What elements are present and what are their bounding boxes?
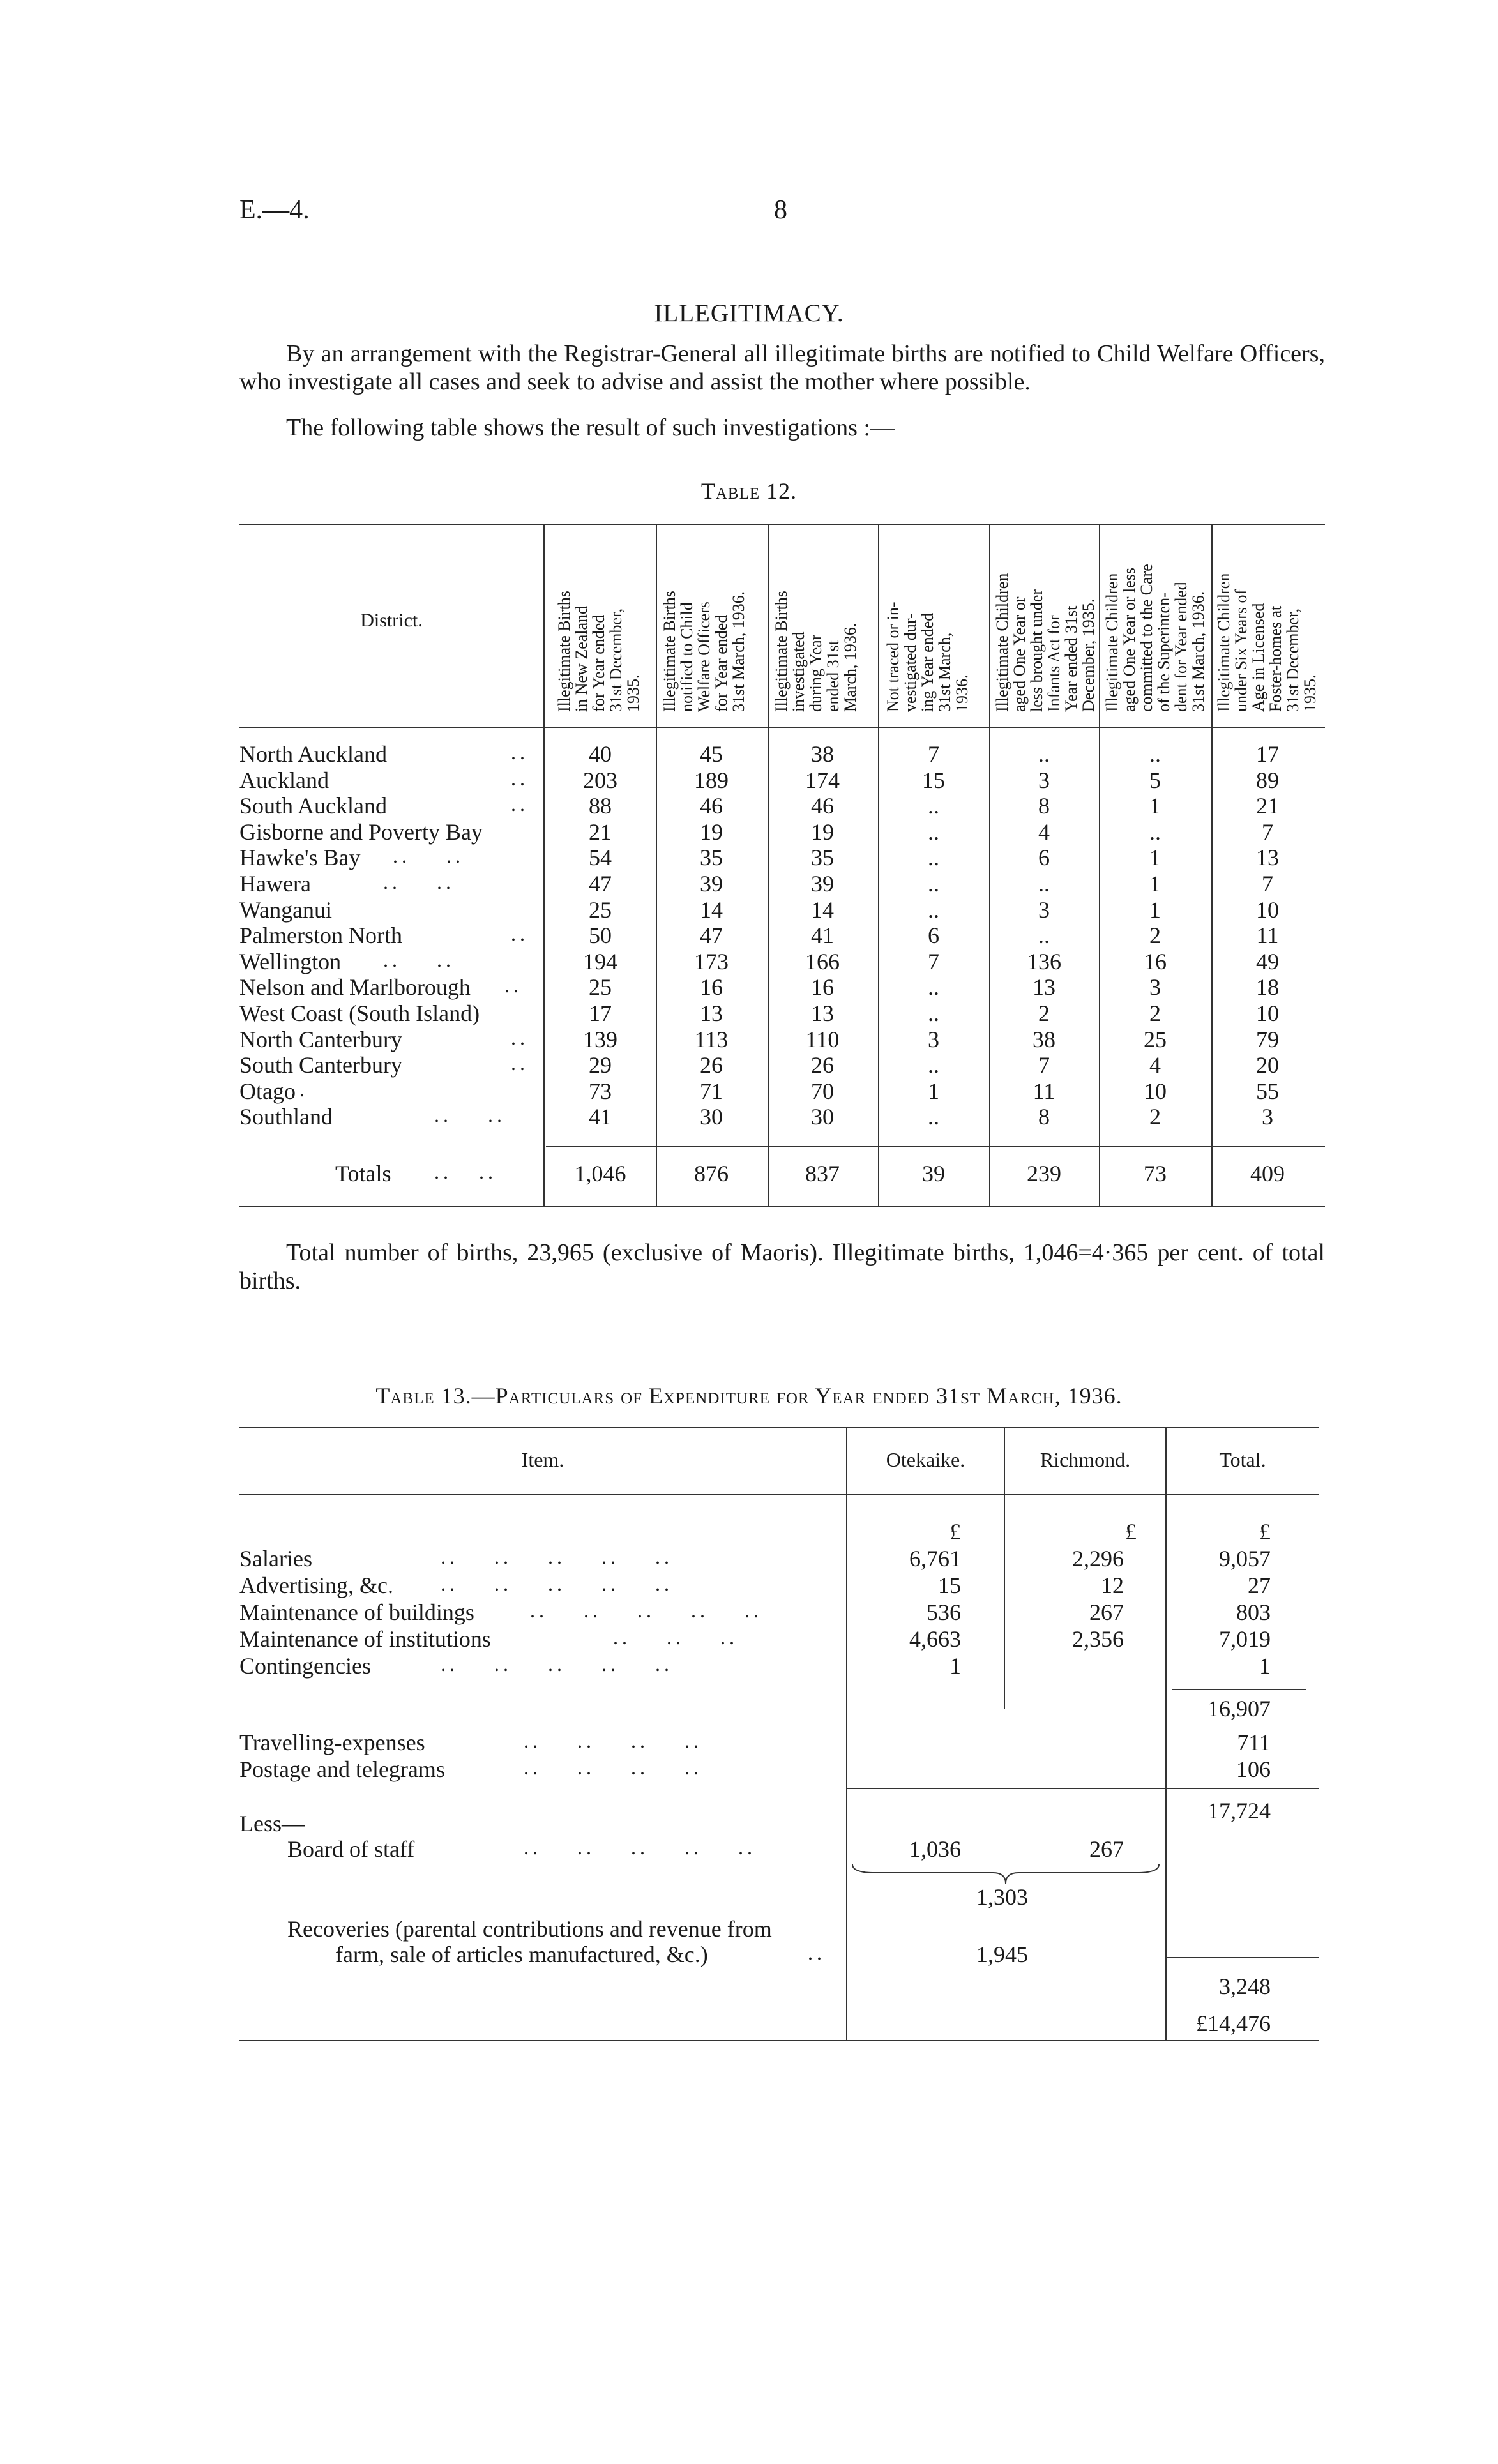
table-cell: 46 — [811, 793, 834, 819]
currency-total: £ — [1259, 1519, 1271, 1545]
district-name: South Auckland — [239, 793, 387, 819]
table-cell: 11 — [1256, 923, 1279, 949]
expense-item: Contingencies — [239, 1653, 371, 1679]
district-header: District. — [360, 610, 423, 631]
district-name: Wellington — [239, 948, 342, 974]
table-cell: 13 — [1256, 845, 1279, 871]
table-cell: 89 — [1256, 767, 1279, 793]
table-cell: 19 — [700, 819, 723, 845]
table-cell: 29 — [589, 1052, 612, 1078]
totals-cell: 409 — [1250, 1161, 1285, 1186]
expense-item: Advertising, &c. — [239, 1573, 393, 1598]
section-title: ILLEGITIMACY. — [654, 299, 844, 327]
less-label: Less— — [239, 1811, 305, 1836]
table-cell: 70 — [811, 1078, 834, 1104]
table-cell: .. — [928, 974, 939, 1001]
recoveries-line-2: farm, sale of articles manufactured, &c.) — [335, 1942, 708, 1967]
recoveries-value: 1,945 — [976, 1942, 1028, 1967]
table-cell: 7 — [928, 948, 939, 974]
totals-cell: 239 — [1027, 1161, 1061, 1186]
table-cell: 4 — [1038, 819, 1050, 845]
table-cell: .. — [1149, 819, 1161, 845]
table-cell: 20 — [1256, 1052, 1279, 1078]
total-header: Total. — [1219, 1448, 1266, 1471]
expense-item: Maintenance of institutions — [239, 1626, 491, 1652]
table-cell: 6 — [1038, 845, 1050, 871]
table-cell: .. — [928, 1052, 939, 1078]
currency-richmond: £ — [1125, 1519, 1137, 1545]
table-cell: 49 — [1256, 948, 1279, 974]
table-cell: 3 — [1038, 767, 1050, 793]
totals-label: Totals — [335, 1161, 391, 1186]
total-value: 27 — [1248, 1573, 1271, 1598]
table-cell: 1 — [1149, 845, 1161, 871]
district-name: Hawke's Bay — [239, 845, 361, 871]
table-cell: 113 — [694, 1026, 729, 1052]
table-cell: 21 — [589, 819, 612, 845]
table-intro: The following table shows the result of such investigations :— — [286, 414, 895, 441]
table-cell: 47 — [700, 923, 723, 949]
table-cell: 17 — [589, 1001, 612, 1026]
page-number: 8 — [774, 195, 787, 225]
table-cell: .. — [928, 1104, 939, 1130]
table-cell: 71 — [700, 1078, 723, 1104]
total-value: 9,057 — [1219, 1546, 1271, 1571]
table-cell: 10 — [1144, 1078, 1167, 1104]
district-name: North Auckland — [239, 741, 387, 767]
board-of-staff-label: Board of staff — [287, 1836, 415, 1862]
expense-item: Postage and telegrams — [239, 1757, 445, 1782]
district-name: North Canterbury — [239, 1026, 402, 1052]
table-cell: 18 — [1256, 974, 1279, 1001]
subtotal-1: 16,907 — [1207, 1696, 1271, 1721]
table-cell: .. — [928, 896, 939, 923]
table-cell: 40 — [589, 741, 612, 767]
table-cell: 10 — [1256, 896, 1279, 923]
district-name: Southland — [239, 1104, 333, 1130]
report-reference: E.—4. — [239, 195, 310, 225]
total-value: 711 — [1237, 1730, 1271, 1755]
table-cell: 2 — [1149, 1001, 1161, 1026]
table-cell: 203 — [583, 767, 617, 793]
table-cell: 14 — [811, 896, 834, 923]
table-cell: 73 — [589, 1078, 612, 1104]
richmond-value: 2,296 — [1072, 1546, 1124, 1571]
table-13-caption: Table 13.—Particulars of Expenditure for Year ended 31st March, 1936. — [375, 1383, 1123, 1409]
table-cell: 8 — [1038, 793, 1050, 819]
district-name: Hawera — [239, 871, 311, 896]
table-cell: 30 — [811, 1104, 834, 1130]
board-sum: 1,303 — [976, 1884, 1028, 1910]
table-cell: .. — [928, 793, 939, 819]
table-cell: 110 — [805, 1026, 840, 1052]
district-name: Auckland — [239, 767, 329, 793]
table-cell: .. — [928, 871, 939, 896]
table-cell: 2 — [1149, 923, 1161, 949]
table-cell: 1 — [1149, 896, 1161, 923]
table-cell: 7 — [1038, 1052, 1050, 1078]
table-cell: 35 — [811, 845, 834, 871]
table-cell: 26 — [811, 1052, 834, 1078]
table-cell: .. — [1038, 871, 1050, 896]
otekaike-value: 15 — [938, 1573, 961, 1598]
totals-cell: 73 — [1144, 1161, 1167, 1186]
otekaike-header: Otekaike. — [886, 1448, 965, 1471]
table-cell: 3 — [928, 1026, 939, 1052]
table-cell: .. — [928, 845, 939, 871]
district-name: West Coast (South Island) — [239, 1001, 480, 1026]
table-cell: 189 — [694, 767, 729, 793]
richmond-value: 267 — [1089, 1599, 1124, 1625]
table-cell: 2 — [1149, 1104, 1161, 1130]
table-cell: 38 — [1033, 1026, 1055, 1052]
intro-paragraph: By an arrangement with the Registrar-General all illegitimate births are notified to Child Welfare Officers, who investigate all cases and seek to advise and assist the mother where possible. — [239, 340, 1325, 395]
table-cell: 16 — [700, 974, 723, 1001]
table-cell: 26 — [700, 1052, 723, 1078]
table-cell: 7 — [1262, 819, 1273, 845]
table-12-caption: Table 12. — [700, 478, 798, 504]
totals-cell: 1,046 — [574, 1161, 626, 1186]
table-cell: 13 — [1033, 974, 1055, 1001]
table-cell: 174 — [805, 767, 840, 793]
otekaike-value: 536 — [927, 1599, 961, 1625]
expense-item: Maintenance of buildings — [239, 1599, 474, 1625]
richmond-value: 12 — [1101, 1573, 1124, 1598]
table-cell: 16 — [1144, 948, 1167, 974]
table-cell: 79 — [1256, 1026, 1279, 1052]
table-cell: 1 — [1149, 871, 1161, 896]
table-cell: 1 — [928, 1078, 939, 1104]
table-cell: 139 — [583, 1026, 617, 1052]
district-name: South Canterbury — [239, 1052, 402, 1078]
table-cell: 50 — [589, 923, 612, 949]
table-cell: 136 — [1027, 948, 1061, 974]
table-cell: 8 — [1038, 1104, 1050, 1130]
district-name: Wanganui — [239, 896, 333, 923]
table-cell: 3 — [1038, 896, 1050, 923]
table-cell: 5 — [1149, 767, 1161, 793]
richmond-header: Richmond. — [1040, 1448, 1131, 1471]
table-cell: 13 — [811, 1001, 834, 1026]
table-cell: 6 — [928, 923, 939, 949]
district-name: Gisborne and Poverty Bay — [239, 819, 483, 845]
board-otekaike: 1,036 — [909, 1836, 961, 1862]
board-richmond: 267 — [1089, 1836, 1124, 1862]
total-value: 803 — [1236, 1599, 1271, 1625]
brace-icon — [849, 1861, 1162, 1887]
table-cell: 7 — [928, 741, 939, 767]
table-cell: 21 — [1256, 793, 1279, 819]
table-cell: 1 — [1149, 793, 1161, 819]
table-cell: 17 — [1256, 741, 1279, 767]
totals-cell: 39 — [922, 1161, 945, 1186]
table-cell: 4 — [1149, 1052, 1161, 1078]
table-cell: 11 — [1033, 1078, 1055, 1104]
table-cell: 47 — [589, 871, 612, 896]
table-cell: 15 — [922, 767, 945, 793]
table-cell: 25 — [589, 896, 612, 923]
table-cell: 3 — [1262, 1104, 1273, 1130]
table-cell: 7 — [1262, 871, 1273, 896]
table-cell: 10 — [1256, 1001, 1279, 1026]
totals-cell: 837 — [805, 1161, 840, 1186]
table-cell: 41 — [589, 1104, 612, 1130]
otekaike-value: 4,663 — [909, 1626, 961, 1652]
table-cell: 39 — [811, 871, 834, 896]
table-cell: 45 — [700, 741, 723, 767]
table-cell: 55 — [1256, 1078, 1279, 1104]
less-total: 3,248 — [1219, 1974, 1271, 1999]
table-cell: 166 — [805, 948, 840, 974]
richmond-value: 2,356 — [1072, 1626, 1124, 1652]
table-cell: 3 — [1149, 974, 1161, 1001]
table-cell: 2 — [1038, 1001, 1050, 1026]
table-cell: 35 — [700, 845, 723, 871]
expense-item: Salaries — [239, 1546, 312, 1571]
district-name: Palmerston North — [239, 923, 402, 949]
table-cell: 19 — [811, 819, 834, 845]
table-cell: 194 — [583, 948, 617, 974]
currency-otekaike: £ — [949, 1519, 961, 1545]
totals-cell: 876 — [694, 1161, 729, 1186]
otekaike-value: 1 — [949, 1653, 961, 1679]
table-cell: 14 — [700, 896, 723, 923]
table-cell: 25 — [589, 974, 612, 1001]
table-cell: 16 — [811, 974, 834, 1001]
item-header: Item. — [521, 1448, 564, 1471]
births-note: Total number of births, 23,965 (exclusive of Maoris). Illegitimate births, 1,046=4·365 per cent. of total births. — [239, 1239, 1325, 1294]
table-cell: .. — [1038, 741, 1050, 767]
table-cell: .. — [928, 819, 939, 845]
otekaike-value: 6,761 — [909, 1546, 961, 1571]
table-cell: 39 — [700, 871, 723, 896]
table-cell: 41 — [811, 923, 834, 949]
grand-total: £14,476 — [1196, 2011, 1271, 2036]
table-cell: 30 — [700, 1104, 723, 1130]
total-value: 106 — [1236, 1757, 1271, 1782]
subtotal-2: 17,724 — [1207, 1798, 1271, 1824]
table-cell: 25 — [1144, 1026, 1167, 1052]
table-cell: 173 — [694, 948, 729, 974]
table-cell: 54 — [589, 845, 612, 871]
expense-item: Travelling-expenses — [239, 1730, 425, 1755]
district-name: Otago — [239, 1078, 296, 1104]
recoveries-line-1: Recoveries (parental contributions and revenue from — [287, 1916, 772, 1942]
table-cell: .. — [1149, 741, 1161, 767]
table-cell: .. — [928, 1001, 939, 1026]
table-cell: 38 — [811, 741, 834, 767]
table-cell: 13 — [700, 1001, 723, 1026]
table-cell: 88 — [589, 793, 612, 819]
district-name: Nelson and Marlborough — [239, 974, 471, 1001]
table-cell: 46 — [700, 793, 723, 819]
total-value: 1 — [1259, 1653, 1271, 1679]
total-value: 7,019 — [1219, 1626, 1271, 1652]
table-cell: .. — [1038, 923, 1050, 949]
